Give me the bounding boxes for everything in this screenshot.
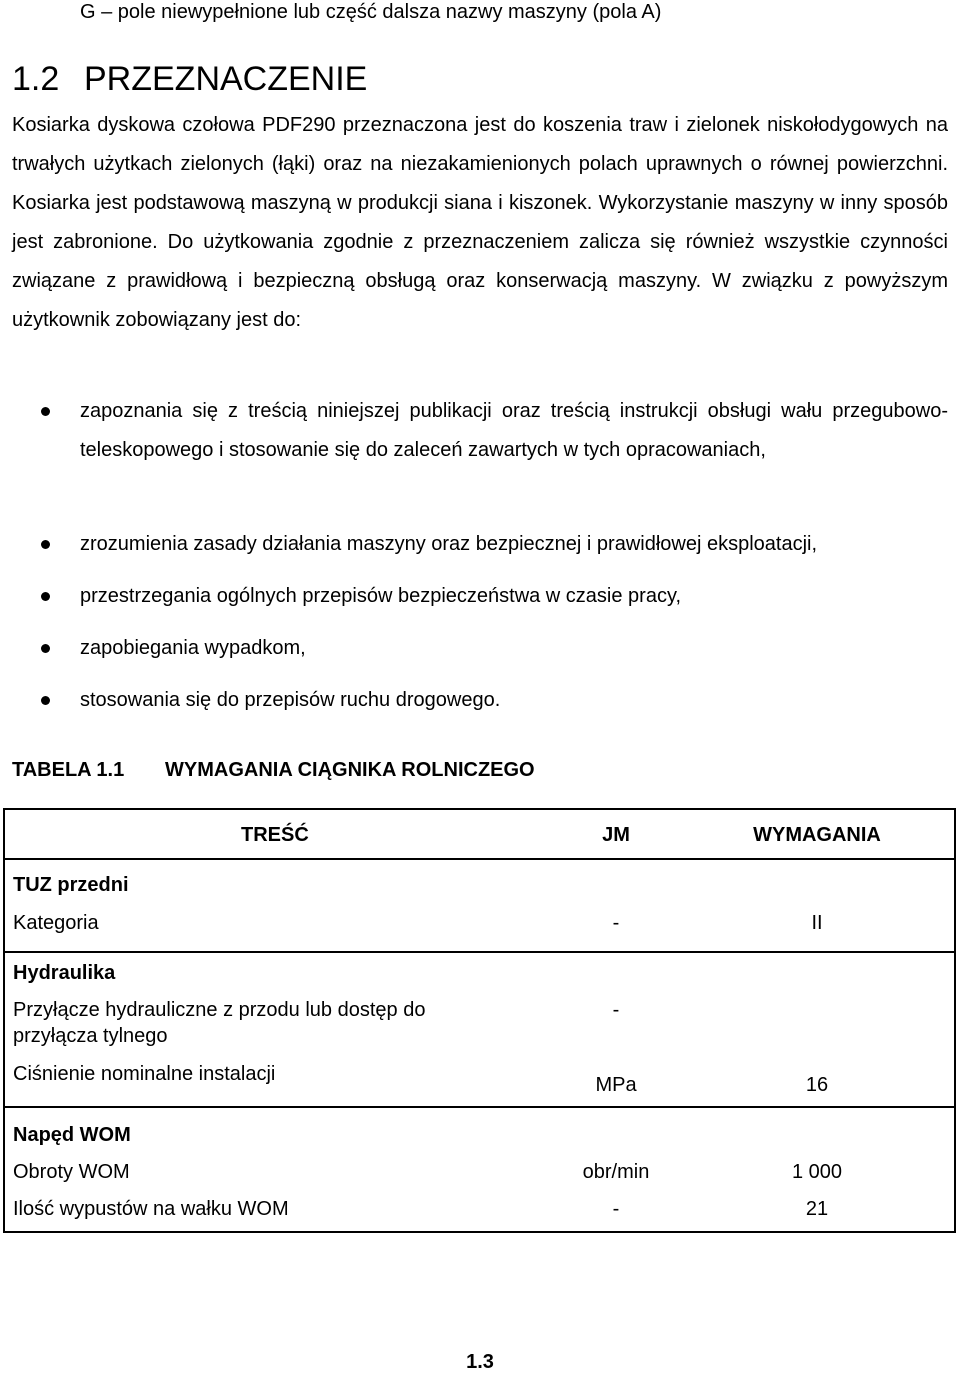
bullet-icon bbox=[41, 540, 50, 549]
top-note: G – pole niewypełnione lub część dalsza nazwy maszyny (pola A) bbox=[80, 1, 662, 23]
table-row-name: Przyłącze hydrauliczne z przodu lub dostęp do przyłącza tylnego bbox=[13, 999, 426, 1047]
list-item-text: stosowania się do przepisów ruchu drogowego. bbox=[80, 689, 501, 711]
group-divider bbox=[5, 951, 954, 953]
section-number: 1.2 bbox=[12, 60, 60, 98]
table-row-name: Ilość wypustów na wałku WOM bbox=[13, 1198, 289, 1220]
table-caption-number: TABELA 1.1 bbox=[12, 759, 125, 781]
table-row-unit: MPa bbox=[595, 1074, 637, 1096]
section-title: PRZEZNACZENIE bbox=[84, 60, 368, 98]
header-divider bbox=[5, 858, 954, 860]
header-requirement: WYMAGANIA bbox=[753, 824, 881, 846]
bullet-icon bbox=[41, 592, 50, 601]
page-number: 1.3 bbox=[466, 1351, 494, 1373]
bullet-icon bbox=[41, 644, 50, 653]
duties-list bbox=[0, 392, 960, 720]
group-divider bbox=[5, 1106, 954, 1108]
group-title-tuz: TUZ przedni bbox=[13, 874, 129, 896]
requirements-table bbox=[3, 808, 956, 1233]
table-row-unit: - bbox=[612, 1198, 620, 1220]
list-item-text: przestrzegania ogólnych przepisów bezpieczeństwa w czasie pracy, bbox=[80, 585, 682, 607]
list-item bbox=[0, 392, 960, 509]
table-row-name: Kategoria bbox=[13, 912, 99, 934]
bullet-icon bbox=[41, 696, 50, 705]
table-caption-title: WYMAGANIA CIĄGNIKA ROLNICZEGO bbox=[165, 759, 535, 781]
table-row-unit: - bbox=[612, 999, 620, 1021]
list-item bbox=[0, 525, 960, 564]
bullet-icon bbox=[41, 407, 50, 416]
table-row-name: Ciśnienie nominalne instalacji bbox=[13, 1063, 276, 1085]
list-item bbox=[0, 577, 960, 616]
intro-paragraph: Kosiarka dyskowa czołowa PDF290 przeznaczona jest do koszenia traw i zielonek niskołodygowych na trwałych użytkach zielonych (łąki) oraz na niezakamienionych polach uprawnych o równej powierzchni. Kosiarka jest podstawową maszyną w produkcji siana i kiszonek. Wykorzystanie maszyny w inny sposób jest zabronione. Do użytkowania zgodnie z przeznaczeniem zalicza się również wszystkie czynności związane z prawidłową i bezpieczną obsługą oraz konserwacją maszyny. W związku z powyższym użytkownik zobowiązany jest do: bbox=[12, 114, 948, 331]
table-row-value: 1 000 bbox=[791, 1161, 843, 1183]
list-item bbox=[0, 629, 960, 668]
table-row-value: 21 bbox=[805, 1198, 829, 1220]
table-caption bbox=[12, 757, 535, 783]
list-item-text: zrozumienia zasady działania maszyny oraz bezpiecznej i prawidłowej eksploatacji, bbox=[80, 533, 818, 555]
list-item-text: zapobiegania wypadkom, bbox=[80, 637, 306, 659]
table-row-value: 16 bbox=[805, 1074, 829, 1096]
table-row-unit: - bbox=[612, 912, 620, 934]
table-row-value: II bbox=[811, 912, 823, 934]
table-row-unit: obr/min bbox=[582, 1161, 650, 1183]
list-item-text: zapoznania się z treścią niniejszej publikacji oraz treścią instrukcji obsługi wału przegubowo-teleskopowego i stosowanie się do zaleceń zawartych w tych opracowaniach, bbox=[80, 400, 948, 461]
header-unit: JM bbox=[602, 824, 630, 846]
header-content: TREŚĆ bbox=[241, 824, 309, 846]
section-heading bbox=[12, 58, 367, 100]
table-row-name: Obroty WOM bbox=[13, 1161, 130, 1183]
list-item bbox=[0, 681, 960, 720]
group-title-hydraulika: Hydraulika bbox=[13, 962, 116, 984]
group-title-naped-wom: Napęd WOM bbox=[13, 1124, 131, 1146]
